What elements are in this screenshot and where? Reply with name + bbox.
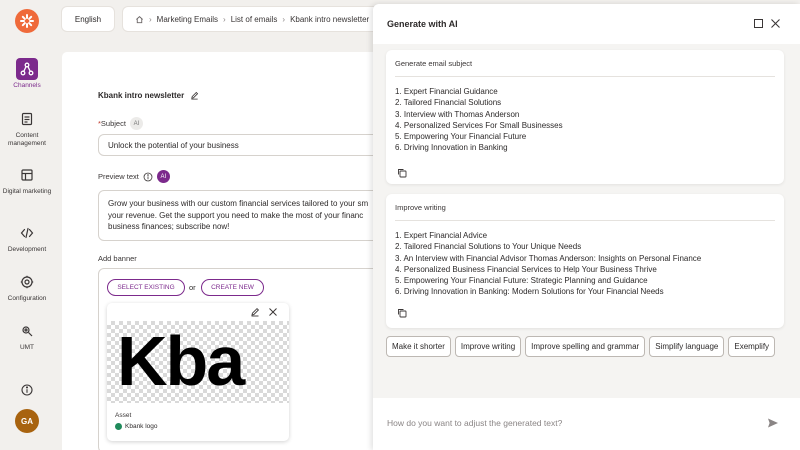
home-icon[interactable] [135, 15, 144, 24]
or-text: or [189, 283, 196, 292]
suggestion-card [386, 194, 784, 328]
improve-spelling-chip[interactable]: Improve spelling and grammar [525, 336, 645, 357]
list-item[interactable]: 1. Expert Financial Advice [395, 231, 488, 240]
sidebar-item-configuration[interactable] [0, 271, 54, 303]
list-item[interactable]: 2. Tailored Financial Solutions to Your Unique Needs [395, 242, 582, 252]
divider [395, 220, 775, 221]
asset-name-row [115, 423, 158, 430]
sidebar-item-digital-marketing[interactable] [0, 164, 54, 196]
email-editor [62, 52, 382, 450]
sidebar-item-content-management[interactable] [0, 108, 54, 148]
preview-text-input[interactable]: Grow your business with our custom financial services tailored to your sm your revenue. Get the support you need to make the most of your financ business finances; subscribe now! [98, 190, 390, 241]
divider [395, 76, 775, 77]
list-item[interactable]: 5. Empowering Your Financial Future [395, 132, 527, 142]
sidebar-item-label: Development [7, 246, 47, 253]
sidebar-item-umt[interactable] [0, 320, 54, 352]
edit-icon[interactable] [250, 307, 260, 319]
breadcrumb-separator: › [282, 14, 286, 24]
content-management-icon [16, 108, 38, 130]
sidebar [0, 0, 54, 450]
banner-image [107, 321, 289, 403]
generate-with-ai-panel [373, 4, 800, 450]
sidebar-item-label: Content management [8, 132, 46, 147]
suggestion-list [395, 230, 701, 298]
sidebar-item-label: Configuration [7, 295, 47, 302]
remove-icon[interactable] [268, 307, 278, 319]
info-icon[interactable] [20, 383, 34, 397]
list-item[interactable]: 4. Personalized Services For Small Businesses [395, 120, 563, 130]
maximize-icon[interactable] [753, 18, 765, 30]
email-name: Kbank intro newsletter [98, 91, 185, 100]
breadcrumb-item[interactable]: Marketing Emails [156, 14, 219, 24]
close-icon[interactable] [770, 18, 782, 30]
simplify-language-chip[interactable]: Simplify language [649, 336, 724, 357]
exemplify-chip[interactable]: Exemplify [728, 336, 775, 357]
list-item[interactable]: 5. Empowering Your Financial Future: Strategic Planning and Guidance [395, 276, 648, 286]
breadcrumb-separator: › [223, 14, 226, 24]
improve-writing-chip[interactable]: Improve writing [455, 336, 521, 357]
list-item[interactable]: 4. Personalized Business Financial Services to Help Your Business Thrive [395, 264, 657, 274]
sidebar-item-label: Digital marketing [2, 188, 52, 195]
breadcrumb-item[interactable]: Kbank intro newsletter [290, 14, 370, 24]
banner-dropzone [98, 268, 388, 450]
channels-icon [16, 58, 38, 80]
copy-icon[interactable] [397, 308, 407, 318]
page-title [98, 91, 199, 100]
list-item[interactable]: 3. Interview with Thomas Anderson [395, 109, 520, 119]
umt-icon [16, 320, 38, 342]
refine-chips [386, 336, 775, 357]
breadcrumb [123, 7, 383, 31]
sidebar-item-channels[interactable] [0, 58, 54, 90]
prompt-input[interactable]: How do you want to adjust the generated text? [387, 418, 563, 428]
panel-title: Generate with AI [387, 19, 458, 29]
list-item[interactable]: 6. Driving Innovation in Banking: Modern Solutions for Your Financial Needs [395, 287, 664, 297]
subject-label: *Subject [98, 119, 126, 128]
development-icon [16, 222, 38, 244]
subject-label-row [98, 117, 143, 130]
breadcrumb-item[interactable]: List of emails [230, 14, 278, 24]
send-icon[interactable] [767, 417, 779, 429]
preview-ai-button[interactable]: AI [157, 170, 170, 183]
panel-body [373, 44, 800, 398]
info-icon[interactable] [143, 172, 153, 182]
configuration-icon [16, 271, 38, 293]
preview-label: Preview text [98, 172, 139, 181]
card-heading: Generate email subject [395, 59, 473, 68]
list-item[interactable]: 6. Driving Innovation in Banking [395, 143, 508, 153]
subject-input[interactable]: Unlock the potential of your business [98, 134, 390, 156]
asset-name: Kbank logo [125, 423, 158, 430]
breadcrumb-separator: › [149, 14, 152, 24]
edit-pencil-icon[interactable] [190, 91, 199, 100]
preview-label-row [98, 170, 170, 183]
language-selector[interactable]: English [62, 7, 114, 31]
sidebar-item-label: Channels [13, 82, 41, 89]
banner-image-text: Kba [117, 322, 244, 400]
list-item[interactable]: 2. Tailored Financial Solutions [395, 98, 502, 108]
subject-ai-button[interactable]: AI [130, 117, 143, 130]
asset-label: Asset [115, 412, 132, 419]
select-existing-button[interactable]: SELECT EXISTING [107, 279, 185, 296]
list-item[interactable]: 3. An Interview with Financial Advisor Thomas Anderson: Insights on Personal Finance [395, 253, 702, 263]
check-circle-icon [115, 423, 122, 430]
make-shorter-chip[interactable]: Make it shorter [386, 336, 451, 357]
create-new-button[interactable]: CREATE NEW [201, 279, 264, 296]
card-heading: Improve writing [395, 203, 446, 212]
suggestion-card [386, 50, 784, 184]
list-item[interactable]: 1. Expert Financial Guidance [395, 87, 498, 96]
digital-marketing-icon [16, 164, 38, 186]
sidebar-item-label: UMT [19, 344, 35, 351]
avatar[interactable]: GA [15, 409, 39, 433]
suggestion-list [395, 86, 563, 154]
copy-icon[interactable] [397, 168, 407, 178]
sidebar-item-development[interactable] [0, 222, 54, 254]
app-logo-icon[interactable] [15, 9, 39, 33]
asset-card[interactable] [107, 303, 289, 441]
banner-label: Add banner [98, 254, 137, 263]
